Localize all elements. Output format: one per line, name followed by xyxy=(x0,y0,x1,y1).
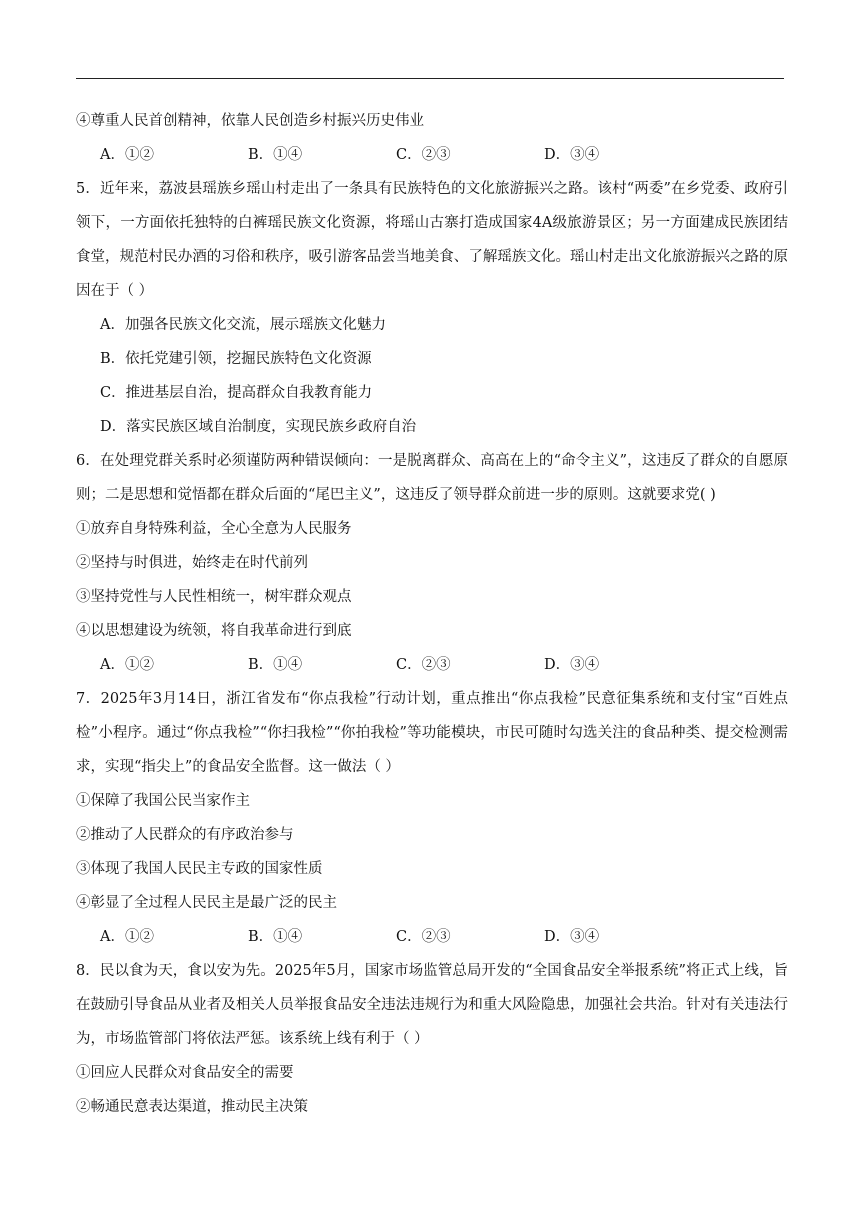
q8-stem: 8．民以食为天，食以安为先。2025年5月，国家市场监管总局开发的“全国食品安全举报系统”将正式上线，旨在鼓励引导食品从业者及相关人员举报食品安全违法违规行为和重大风险隐患，加强社会共治。针对有关违法行为，市场监管部门将依法严惩。该系统上线有利于（ ） xyxy=(76,963,788,1047)
q4-options xyxy=(76,138,788,172)
q6-option-b[interactable]: B．①④ xyxy=(248,657,303,673)
q7-item-1: ①保障了我国公民当家作主 xyxy=(76,793,250,809)
q7-option-c[interactable]: C．②③ xyxy=(396,929,451,945)
q6-item-2: ②坚持与时俱进，始终走在时代前列 xyxy=(76,555,308,571)
q4-option-b[interactable]: B．①④ xyxy=(248,147,303,163)
q5-stem: 5．近年来，荔波县瑶族乡瑶山村走出了一条具有民族特色的文化旅游振兴之路。该村“两委”在乡党委、政府引领下，一方面依托独特的白裤瑶民族文化资源，将瑶山古寨打造成国家4A级旅游景区；另一方面建成民族团结食堂，规范村民办酒的习俗和秩序，吸引游客品尝当地美食、了解瑶族文化。瑶山村走出文化旅游振兴之路的原因在于（ ） xyxy=(76,181,788,299)
q7-options xyxy=(76,920,788,954)
q6-stem: 6．在处理党群关系时必须谨防两种错误倾向：一是脱离群众、高高在上的“命令主义”，这违反了群众的自愿原则；二是思想和觉悟都在群众后面的“尾巴主义”，这违反了领导群众前进一步的原则。这就要求党( ) xyxy=(76,453,788,503)
q5-option-b[interactable]: B．依托党建引领，挖掘民族特色文化资源 xyxy=(100,351,372,367)
q7-item-4: ④彰显了全过程人民民主是最广泛的民主 xyxy=(76,895,337,911)
exam-page xyxy=(76,104,788,1124)
q6-option-d[interactable]: D．③④ xyxy=(544,657,600,673)
q6-option-a[interactable]: A．①② xyxy=(100,657,154,673)
q7-option-a[interactable]: A．①② xyxy=(100,929,154,945)
q7-option-d[interactable]: D．③④ xyxy=(544,929,600,945)
q8-item-2: ②畅通民意表达渠道，推动民主决策 xyxy=(76,1099,308,1115)
q4-item-4: ④尊重人民首创精神，依靠人民创造乡村振兴历史伟业 xyxy=(76,113,424,129)
q8-item-1: ①回应人民群众对食品安全的需要 xyxy=(76,1065,294,1081)
q7-item-3: ③体现了我国人民民主专政的国家性质 xyxy=(76,861,323,877)
q4-option-a[interactable]: A．①② xyxy=(100,147,154,163)
q6-option-c[interactable]: C．②③ xyxy=(396,657,451,673)
q5-option-d[interactable]: D．落实民族区域自治制度，实现民族乡政府自治 xyxy=(100,419,417,435)
q7-option-b[interactable]: B．①④ xyxy=(248,929,303,945)
q6-item-1: ①放弃自身特殊利益，全心全意为人民服务 xyxy=(76,521,352,537)
q7-stem: 7．2025年3月14日，浙江省发布“你点我检”行动计划，重点推出“你点我检”民意征集系统和支付宝“百姓点检”小程序。通过“你点我检”“你扫我检”“你拍我检”等功能模块，市民可随时勾选关注的食品种类、提交检测需求，实现“指尖上”的食品安全监督。这一做法（ ） xyxy=(76,691,788,775)
q4-option-d[interactable]: D．③④ xyxy=(544,147,600,163)
q6-item-4: ④以思想建设为统领，将自我革命进行到底 xyxy=(76,623,352,639)
q4-option-c[interactable]: C．②③ xyxy=(396,147,451,163)
q7-item-2: ②推动了人民群众的有序政治参与 xyxy=(76,827,294,843)
q6-options xyxy=(76,648,788,682)
q6-item-3: ③坚持党性与人民性相统一，树牢群众观点 xyxy=(76,589,352,605)
q5-option-a[interactable]: A．加强各民族文化交流，展示瑶族文化魅力 xyxy=(100,317,386,333)
q5-option-c[interactable]: C．推进基层自治，提高群众自我教育能力 xyxy=(100,385,373,401)
header-rule xyxy=(76,78,784,79)
